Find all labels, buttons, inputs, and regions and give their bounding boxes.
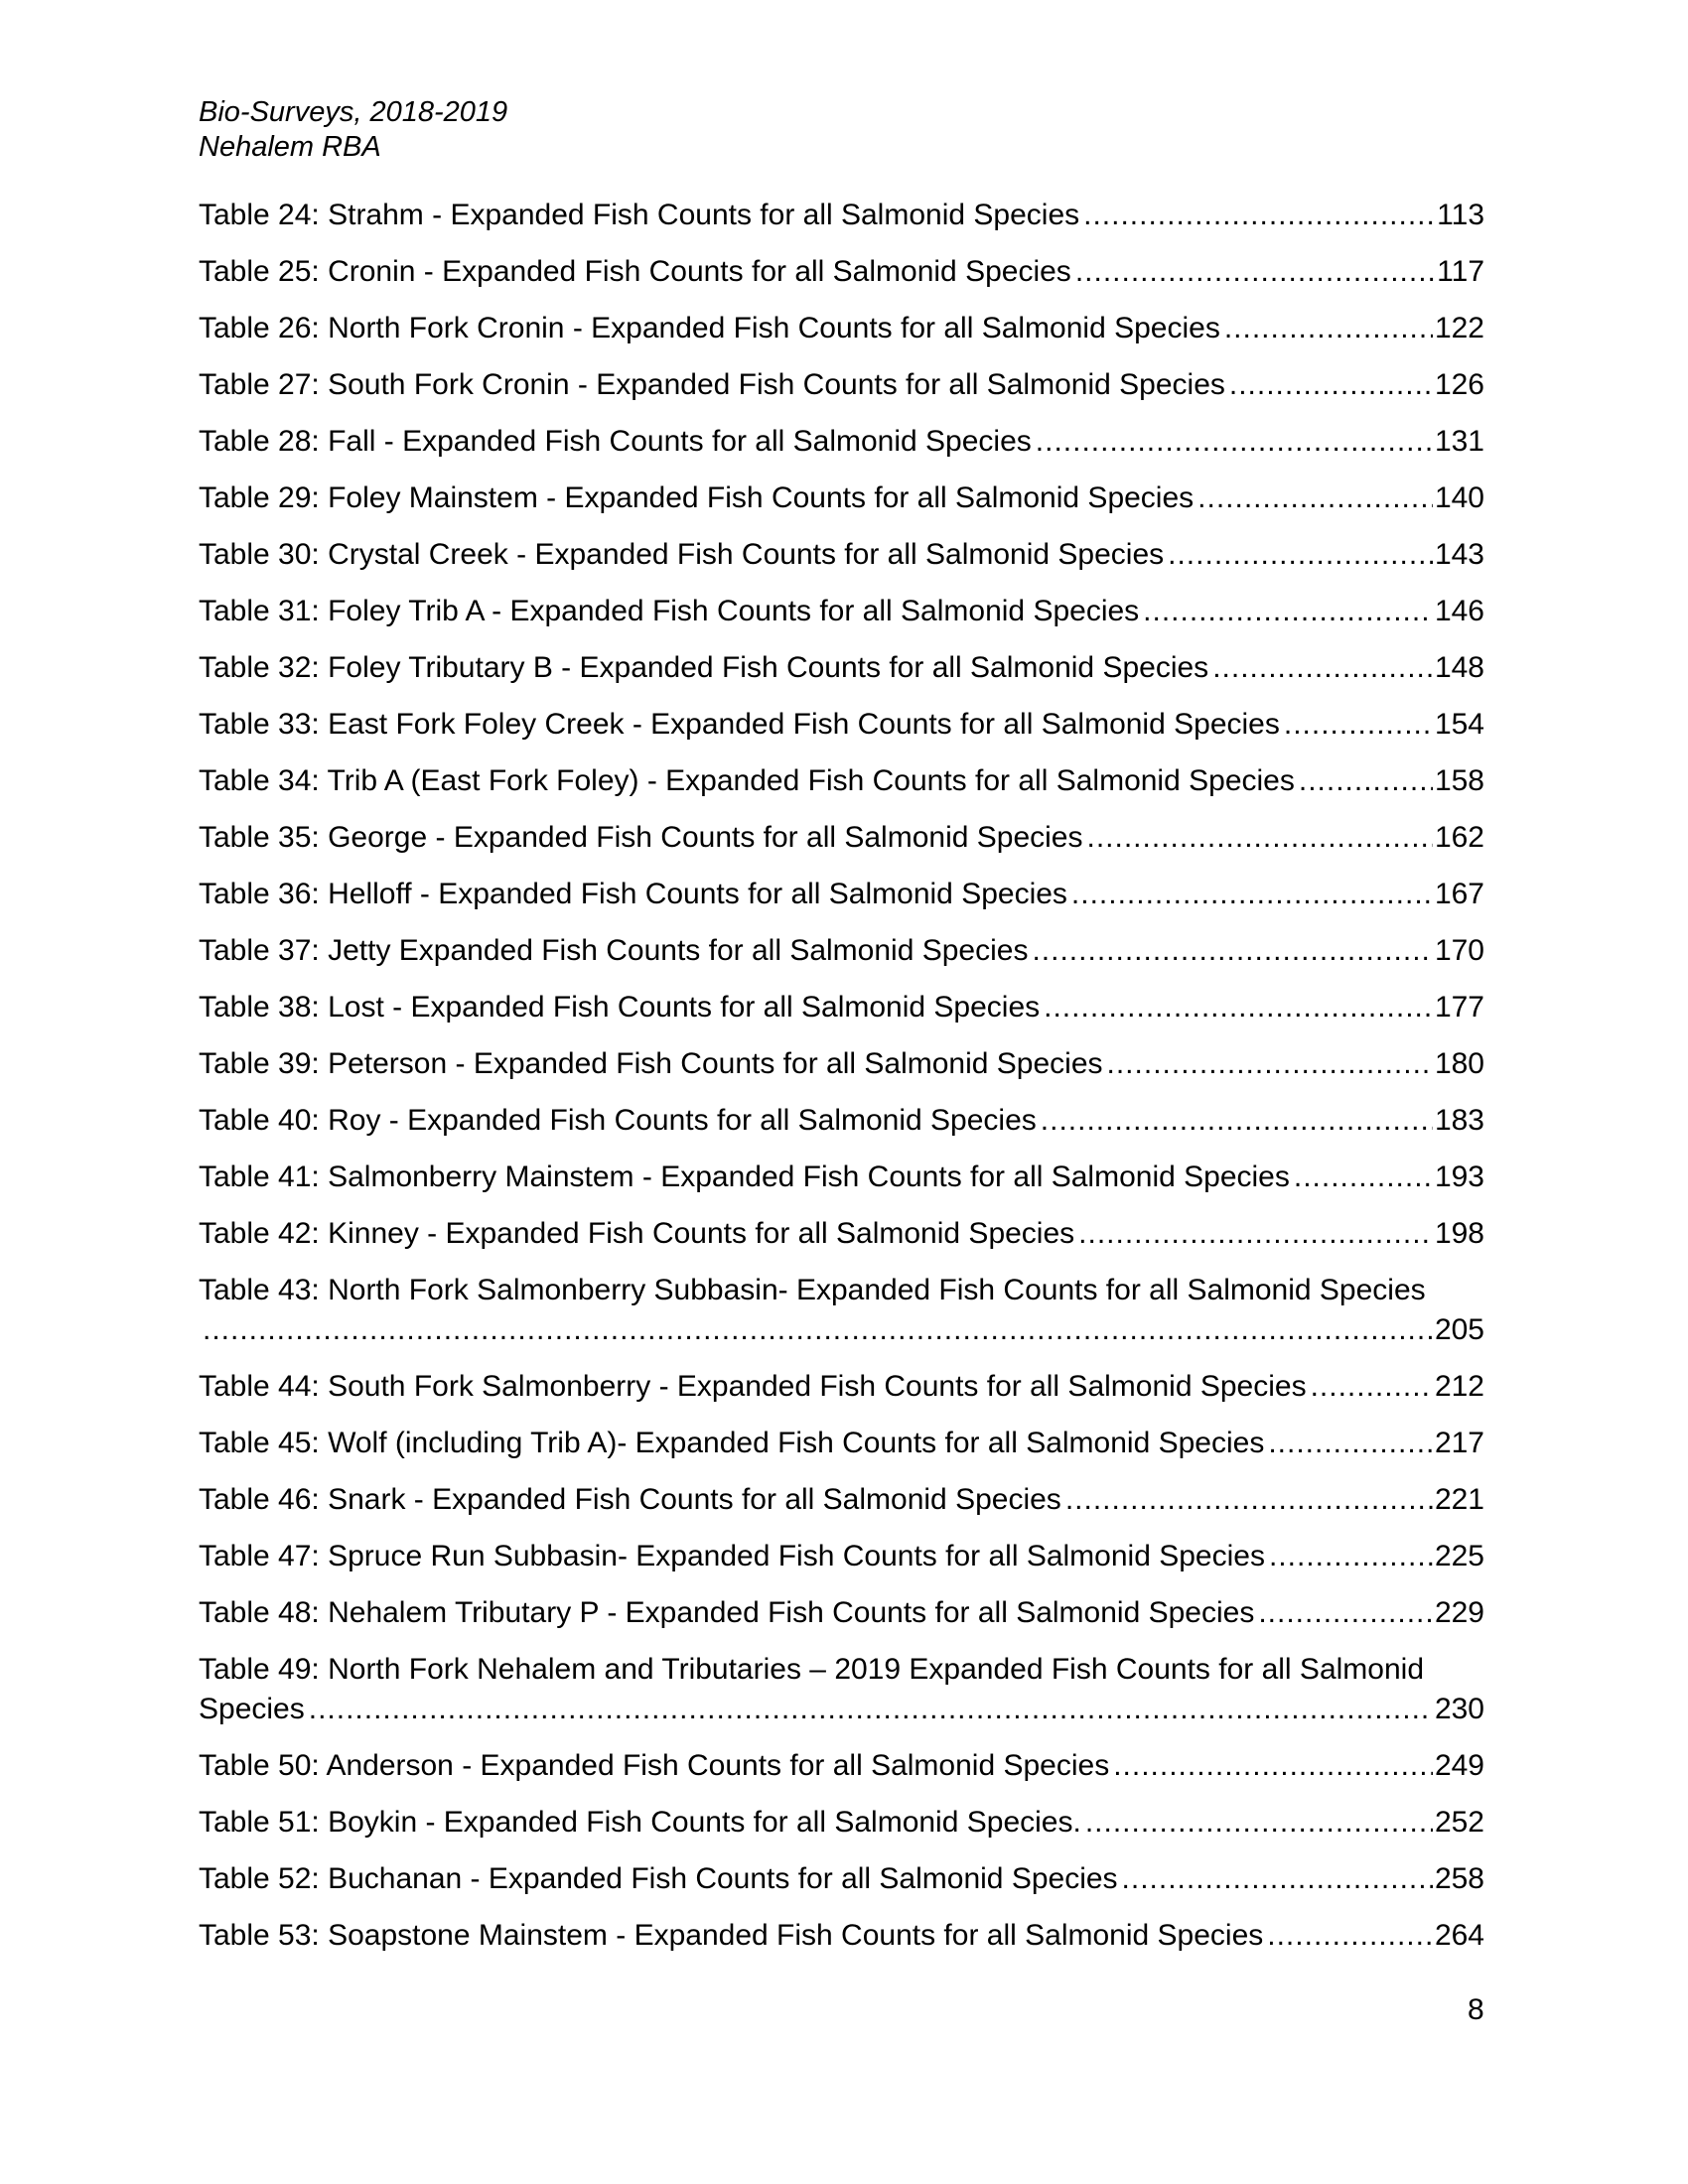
dot-leader [1071,875,1433,914]
toc-entry-title: Table 46: Snark - Expanded Fish Counts for all Salmonid Species [199,1483,1061,1516]
toc-entry[interactable] [199,1916,1484,1956]
toc-entry[interactable] [199,535,1484,575]
toc-page-number: 217 [1434,1427,1484,1459]
dot-leader [1083,196,1435,235]
toc-entry[interactable] [199,988,1484,1027]
dot-leader [1258,1593,1433,1633]
toc-entry-title: Table 28: Fall - Expanded Fish Counts for all Salmonid Species [199,425,1032,458]
dot-leader [1065,1480,1433,1520]
dot-leader [1087,818,1433,858]
toc-page-number: 158 [1434,764,1484,797]
toc-entry-title-continued: Species [199,1693,305,1725]
toc-entry[interactable] [199,1271,1484,1350]
toc-entry[interactable] [199,1214,1484,1254]
toc-entry-title: Table 39: Peterson - Expanded Fish Counts for all Salmonid Species [199,1047,1103,1080]
dot-leader [1036,422,1433,462]
toc-entry-title: Table 41: Salmonberry Mainstem - Expanded Fish Counts for all Salmonid Species [199,1160,1290,1193]
toc-entry-title: Table 44: South Fork Salmonberry - Expanded Fish Counts for all Salmonid Species [199,1370,1307,1403]
toc-entry-title: Table 53: Soapstone Mainstem - Expanded Fish Counts for all Salmonid Species [199,1919,1264,1952]
toc-entry-title: Table 30: Crystal Creek - Expanded Fish Counts for all Salmonid Species [199,538,1165,571]
toc-page-number: 252 [1434,1806,1484,1839]
dot-leader [1197,478,1433,518]
toc-entry[interactable] [199,1424,1484,1463]
toc-page-number: 198 [1434,1217,1484,1250]
toc-page-number: 229 [1434,1596,1484,1629]
toc-page-number: 180 [1434,1047,1484,1080]
toc-entry-title: Table 32: Foley Tributary B - Expanded Fish Counts for all Salmonid Species [199,651,1209,684]
toc-page-number: 258 [1434,1862,1484,1895]
dot-leader [203,1310,1433,1350]
dot-leader [1107,1044,1433,1084]
toc-entry[interactable] [199,1158,1484,1197]
header-subtitle: Nehalem RBA [199,131,381,163]
dot-leader [1044,988,1433,1027]
toc-page-number: 140 [1434,481,1484,514]
dot-leader [1224,309,1433,348]
toc-entry[interactable] [199,592,1484,631]
toc-page-number: 225 [1434,1540,1484,1572]
toc-entry[interactable] [199,705,1484,745]
toc-entry-title: Table 40: Roy - Expanded Fish Counts for all Salmonid Species [199,1104,1037,1137]
toc-entry[interactable] [199,1101,1484,1141]
toc-entry[interactable] [199,309,1484,348]
dot-leader [1143,592,1433,631]
toc-page-number: 148 [1434,651,1484,684]
toc-entry-title: Table 47: Spruce Run Subbasin- Expanded Fish Counts for all Salmonid Species [199,1540,1265,1572]
toc-page-number: 212 [1434,1370,1484,1403]
toc-page-number: 126 [1434,368,1484,401]
toc-entry-title: Table 38: Lost - Expanded Fish Counts for all Salmonid Species [199,991,1041,1024]
dot-leader [1269,1537,1433,1576]
toc-page-number: 205 [1434,1313,1484,1346]
toc-entry[interactable] [199,1593,1484,1633]
toc-page-number: 221 [1434,1483,1484,1516]
toc-page-number: 264 [1434,1919,1484,1952]
table-of-contents [199,196,1484,1973]
toc-page-number: 193 [1434,1160,1484,1193]
toc-entry[interactable] [199,365,1484,405]
toc-entry-title: Table 35: George - Expanded Fish Counts for all Salmonid Species [199,821,1083,854]
dot-leader [1284,705,1433,745]
toc-page-number: 146 [1434,595,1484,627]
header-title: Bio-Surveys, 2018-2019 [199,96,508,128]
toc-entry[interactable] [199,1746,1484,1786]
toc-entry[interactable] [199,818,1484,858]
toc-entry[interactable] [199,1859,1484,1899]
toc-entry-title: Table 25: Cronin - Expanded Fish Counts for all Salmonid Species [199,255,1071,288]
toc-entry-title: Table 31: Foley Trib A - Expanded Fish Counts for all Salmonid Species [199,595,1140,627]
toc-entry[interactable] [199,648,1484,688]
dot-leader [309,1690,1433,1729]
toc-entry[interactable] [199,1537,1484,1576]
toc-entry[interactable] [199,1480,1484,1520]
toc-entry-title: Table 49: North Fork Nehalem and Tributaries – 2019 Expanded Fish Counts for all Salmonid [199,1653,1424,1686]
toc-entry-title: Table 27: South Fork Cronin - Expanded Fish Counts for all Salmonid Species [199,368,1225,401]
toc-entry-title: Table 48: Nehalem Tributary P - Expanded Fish Counts for all Salmonid Species [199,1596,1255,1629]
toc-page-number: 122 [1434,312,1484,344]
toc-entry[interactable] [199,1650,1484,1729]
toc-entry[interactable] [199,252,1484,292]
dot-leader [1168,535,1433,575]
toc-entry-title: Table 24: Strahm - Expanded Fish Counts for all Salmonid Species [199,199,1080,231]
dot-leader [1085,1803,1433,1843]
toc-page-number: 170 [1434,934,1484,967]
toc-entry-title: Table 42: Kinney - Expanded Fish Counts for all Salmonid Species [199,1217,1075,1250]
toc-entry-title: Table 45: Wolf (including Trib A)- Expanded Fish Counts for all Salmonid Species [199,1427,1265,1459]
dot-leader [1267,1916,1433,1956]
dot-leader [1075,252,1435,292]
toc-entry-title: Table 26: North Fork Cronin - Expanded Fish Counts for all Salmonid Species [199,312,1220,344]
toc-entry[interactable] [199,1367,1484,1407]
toc-entry[interactable] [199,196,1484,235]
toc-page-number: 143 [1434,538,1484,571]
toc-page-number: 117 [1437,255,1484,288]
toc-entry-title: Table 34: Trib A (East Fork Foley) - Expanded Fish Counts for all Salmonid Species [199,764,1295,797]
toc-entry[interactable] [199,1044,1484,1084]
toc-entry[interactable] [199,931,1484,971]
dot-leader [1113,1746,1433,1786]
running-header [199,95,507,165]
toc-page-number: 249 [1434,1749,1484,1782]
toc-page-number: 177 [1434,991,1484,1024]
toc-entry[interactable] [199,761,1484,801]
toc-entry-title: Table 36: Helloff - Expanded Fish Counts for all Salmonid Species [199,878,1067,910]
toc-page-number: 162 [1434,821,1484,854]
dot-leader [1299,761,1433,801]
toc-entry-title: Table 29: Foley Mainstem - Expanded Fish Counts for all Salmonid Species [199,481,1195,514]
dot-leader [1212,648,1433,688]
toc-entry-title: Table 33: East Fork Foley Creek - Expanded Fish Counts for all Salmonid Species [199,708,1280,741]
toc-entry-title: Table 37: Jetty Expanded Fish Counts for all Salmonid Species [199,934,1029,967]
toc-entry-title: Table 52: Buchanan - Expanded Fish Counts for all Salmonid Species [199,1862,1118,1895]
dot-leader [1122,1859,1433,1899]
dot-leader [1078,1214,1433,1254]
dot-leader [1041,1101,1433,1141]
dot-leader [1311,1367,1433,1407]
toc-entry[interactable] [199,1803,1484,1843]
toc-page-number: 230 [1434,1693,1484,1725]
toc-entry[interactable] [199,422,1484,462]
toc-page-number: 183 [1434,1104,1484,1137]
toc-entry[interactable] [199,875,1484,914]
page-number: 8 [1468,1993,1484,2026]
toc-page-number: 154 [1434,708,1484,741]
toc-page-number: 167 [1434,878,1484,910]
toc-entry[interactable] [199,478,1484,518]
dot-leader [1294,1158,1433,1197]
toc-entry-title: Table 43: North Fork Salmonberry Subbasin- Expanded Fish Counts for all Salmonid Species [199,1274,1426,1306]
toc-page-number: 113 [1437,199,1484,231]
toc-entry-title: Table 50: Anderson - Expanded Fish Counts for all Salmonid Species [199,1749,1110,1782]
toc-entry-title: Table 51: Boykin - Expanded Fish Counts for all Salmonid Species. [199,1806,1081,1839]
toc-page-number: 131 [1434,425,1484,458]
dot-leader [1229,365,1433,405]
dot-leader [1268,1424,1433,1463]
dot-leader [1032,931,1432,971]
